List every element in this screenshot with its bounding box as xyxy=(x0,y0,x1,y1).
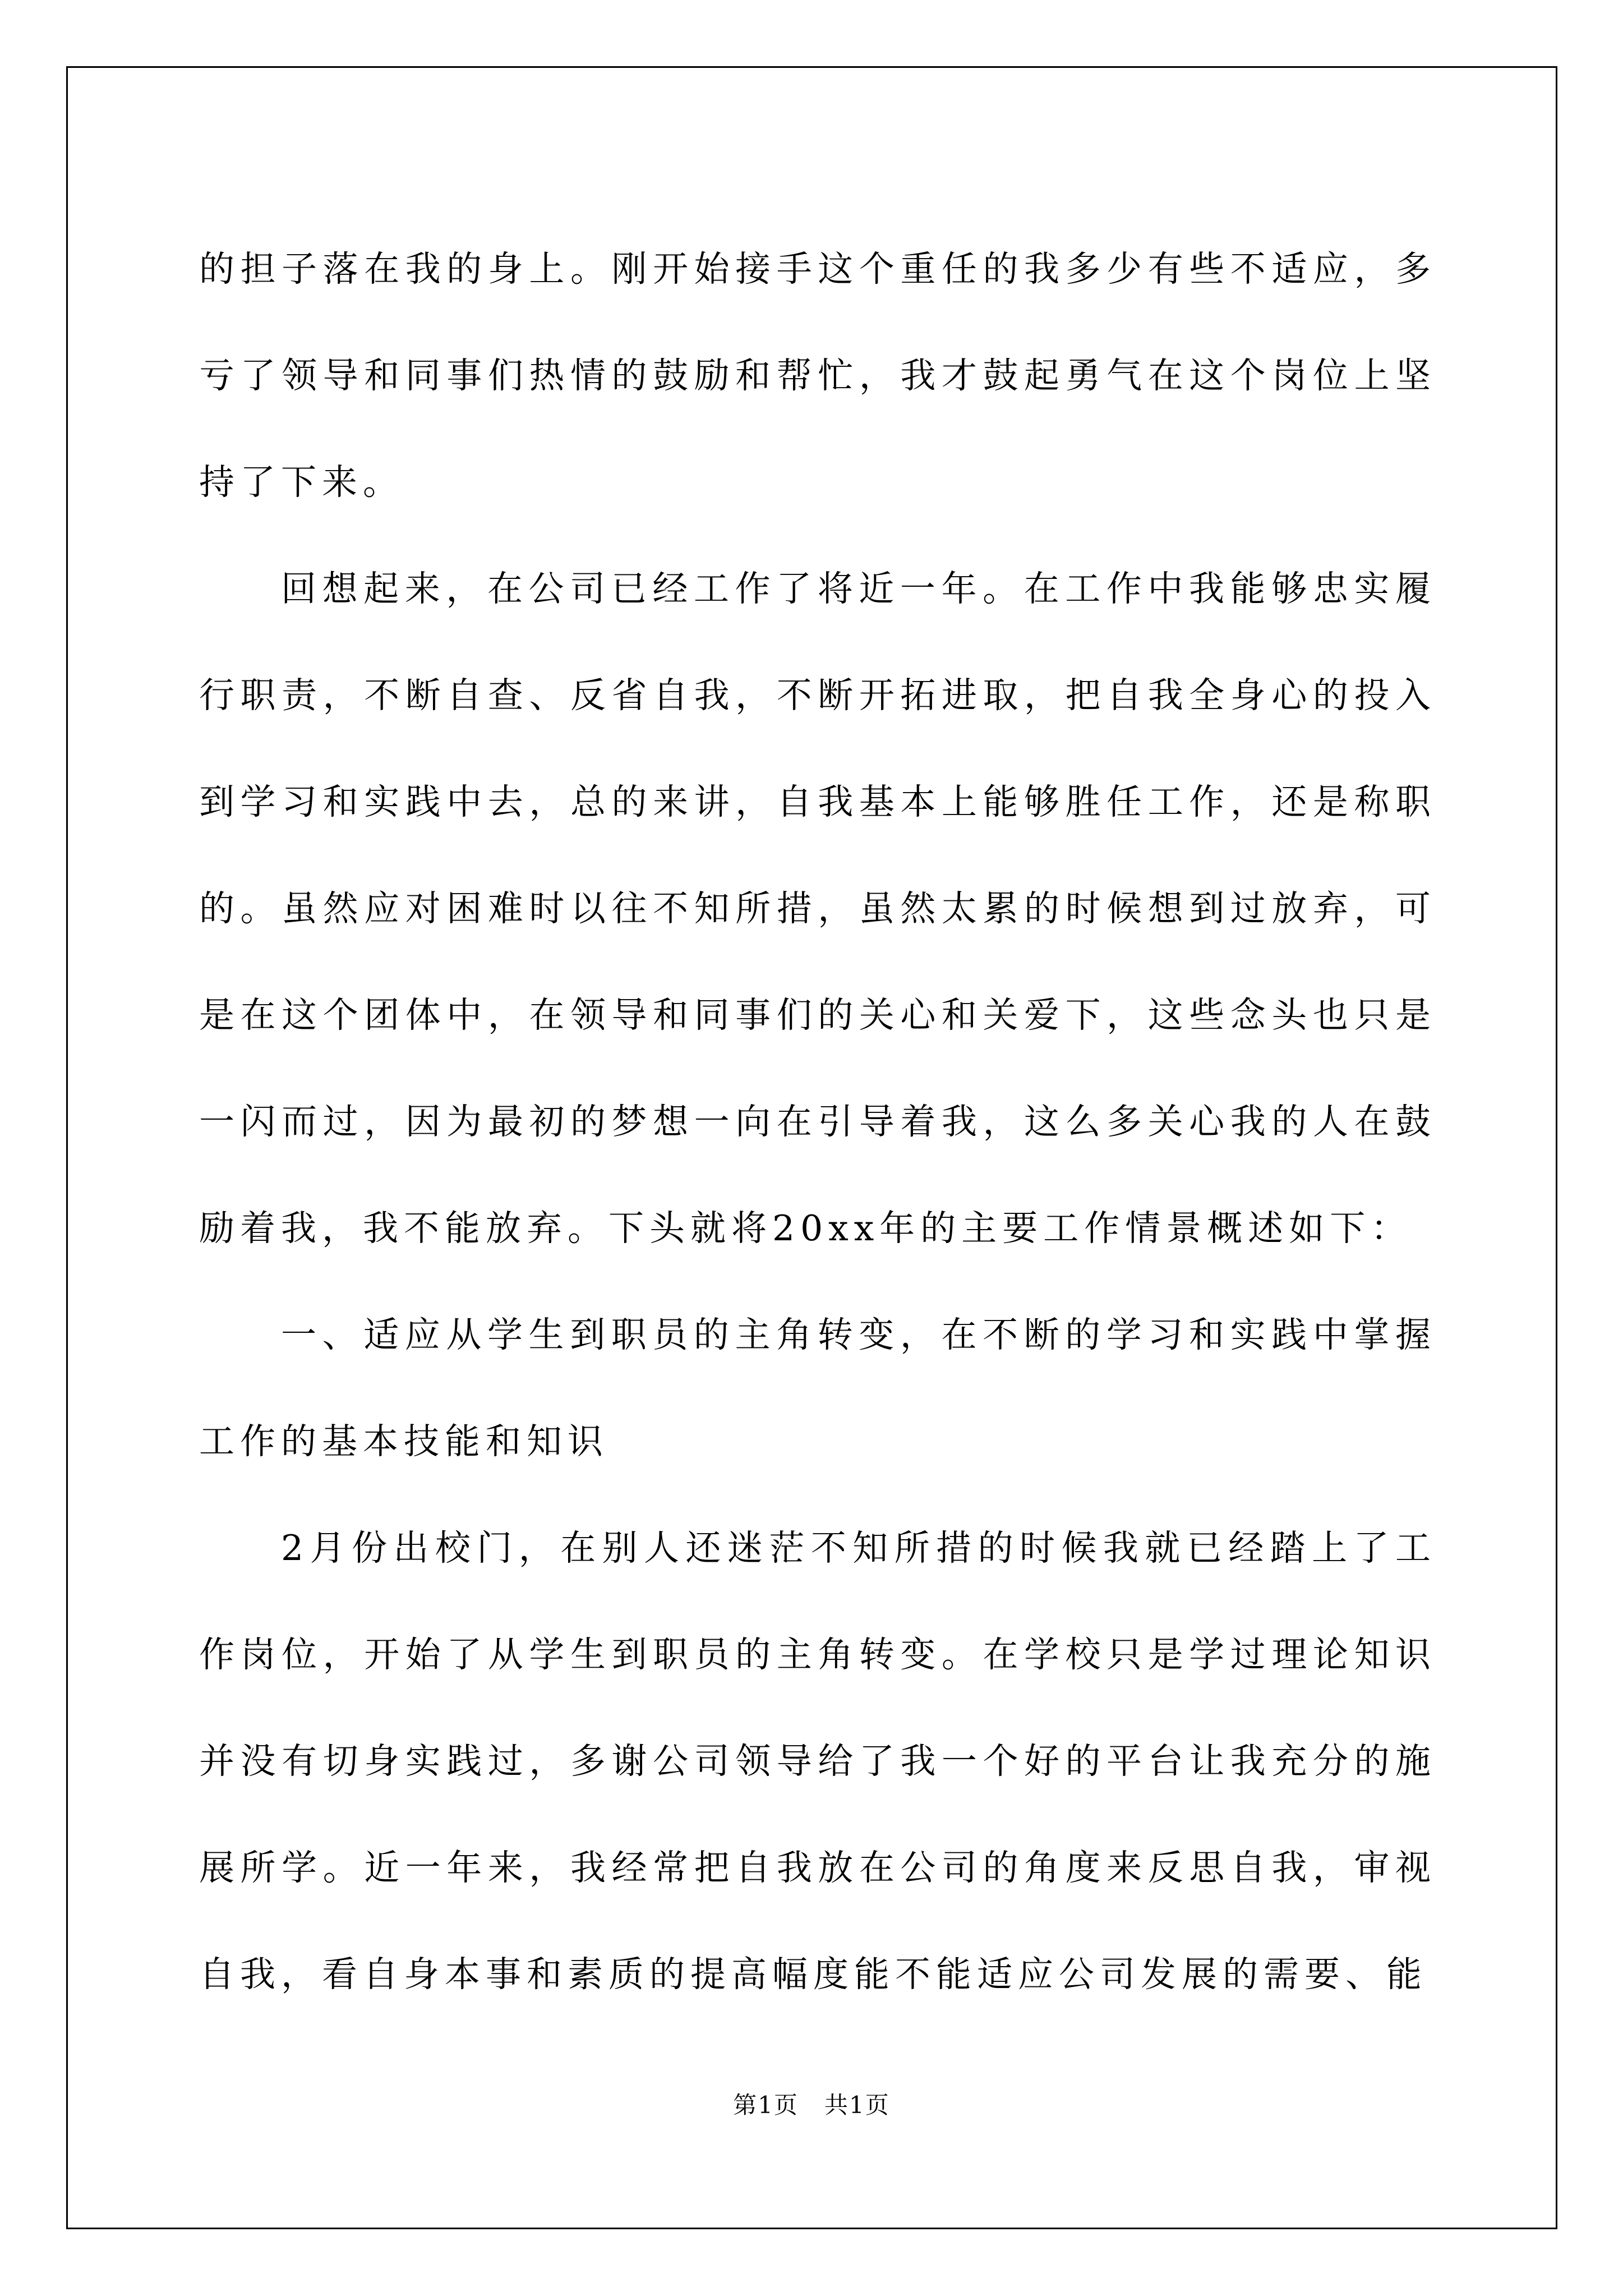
page-total: 共1页 xyxy=(824,2091,890,2119)
paragraph-3-heading: 一、适应从学生到职员的主角转变，在不断的学习和实践中掌握工作的基本技能和知识 xyxy=(199,1314,1436,1462)
document-body xyxy=(199,216,1436,2028)
paragraph-4: 2月份出校门，在别人还迷茫不知所措的时候我就已经踏上了工作岗位，开始了从学生到职员的主角转变。在学校只是学过理论知识并没有切身实践过，多谢公司领导给了我一个好的平台让我充分的施展所学。近一年来，我经常把自我放在公司的角度来反思自我，审视自我，看自身本事和素质的提高幅度能不能适应公司发展的需要、能 xyxy=(199,1527,1436,1995)
paragraph-1: 的担子落在我的身上。刚开始接手这个重任的我多少有些不适应，多亏了领导和同事们热情的鼓励和帮忙，我才鼓起勇气在这个岗位上坚持了下来。 xyxy=(199,249,1436,503)
page-footer xyxy=(0,2087,1623,2120)
page-number: 第1页 xyxy=(733,2091,799,2119)
paragraph-2: 回想起来，在公司已经工作了将近一年。在工作中我能够忠实履行职责，不断自查、反省自我，不断开拓进取，把自我全身心的投入到学习和实践中去，总的来讲，自我基本上能够胜任工作，还是称职的。虽然应对困难时以往不知所措，虽然太累的时候想到过放弃，可是在这个团体中，在领导和同事们的关心和关爱下，这些念头也只是一闪而过，因为最初的梦想一向在引导着我，这么多关心我的人在鼓励着我，我不能放弃。下头就将20xx年的主要工作情景概述如下： xyxy=(199,568,1436,1249)
